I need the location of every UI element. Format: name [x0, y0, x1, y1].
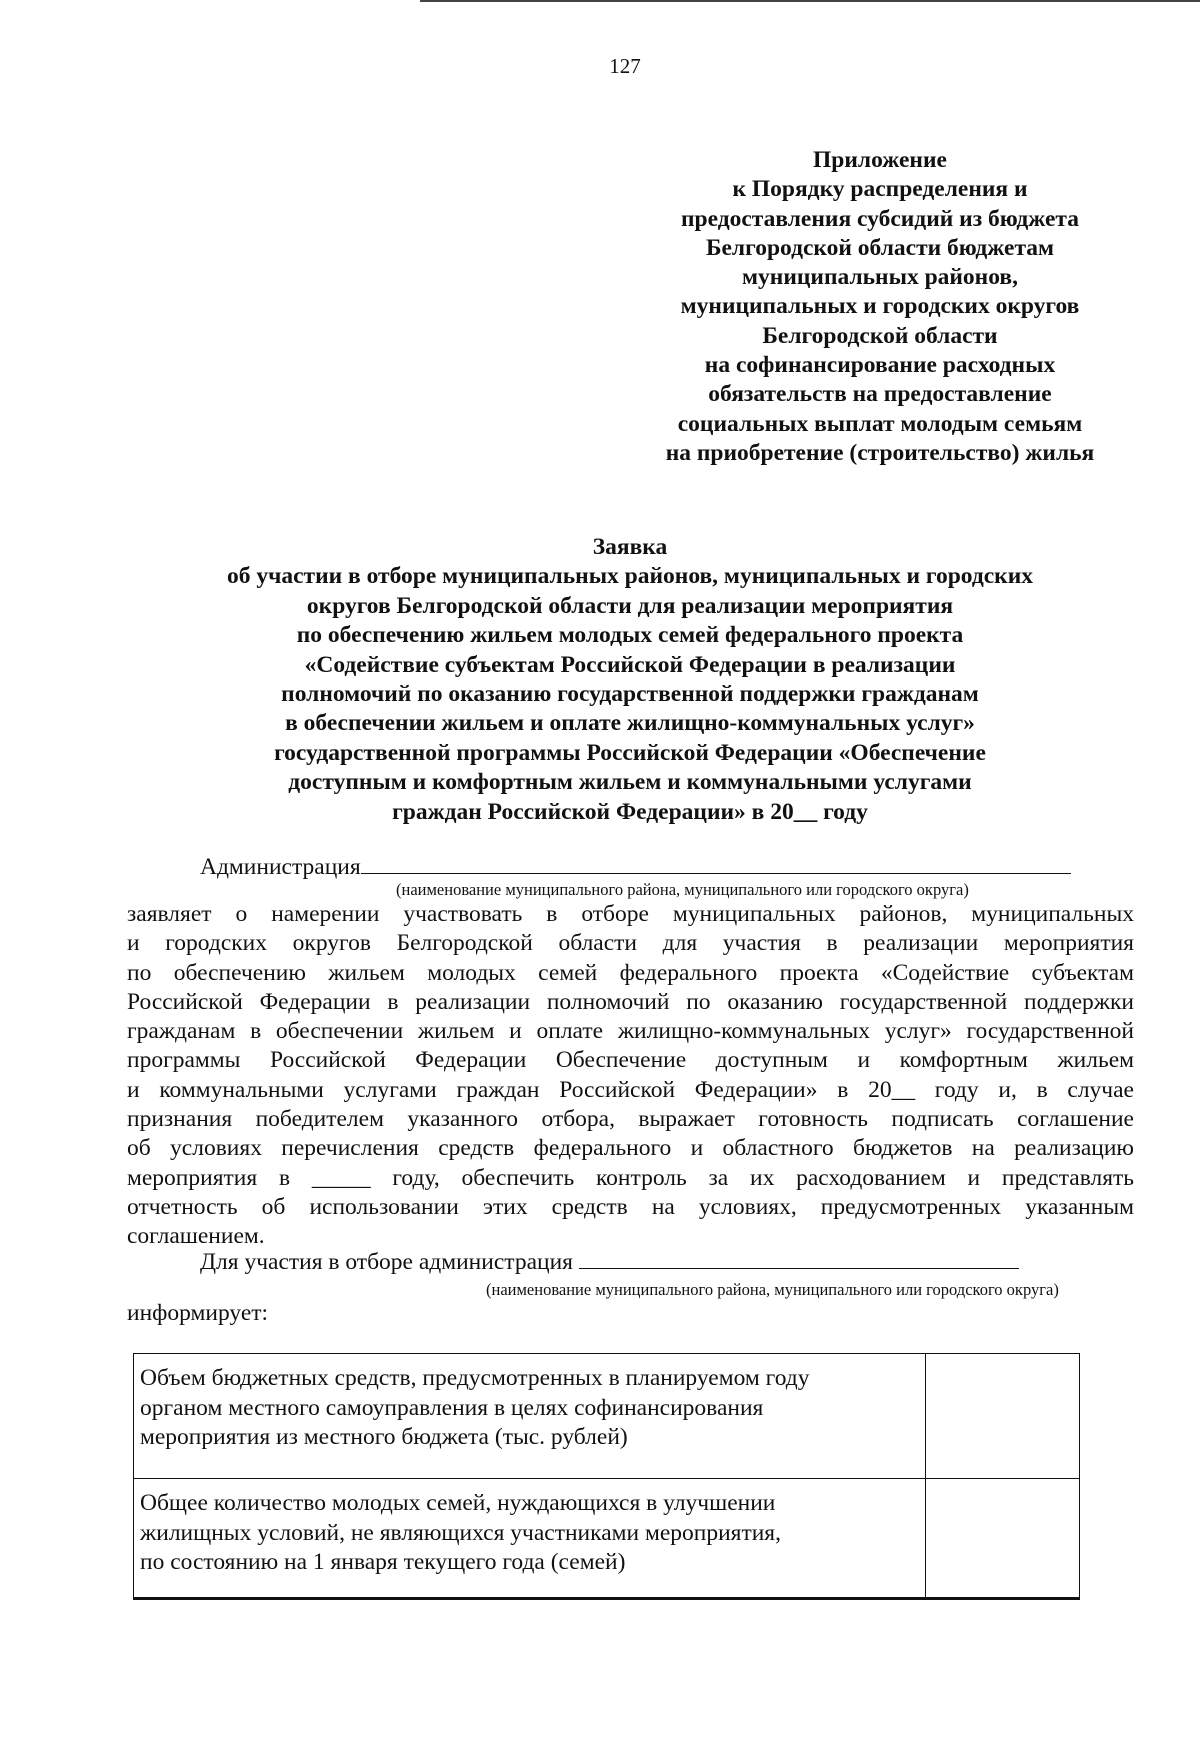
title-line: полномочий по оказанию государственной поддержки гражданам — [281, 681, 979, 708]
title-line: доступным и комфортным жильем и коммунальными услугами — [288, 769, 972, 796]
appendix-line: муниципальных районов, — [742, 264, 1018, 291]
administration-caption: (наименование муниципального района, муниципального или городского округа) — [396, 880, 969, 899]
cell-line: Общее количество молодых семей, нуждающихся в улучшении — [140, 1490, 776, 1516]
paragraph-line: и городских округов Белгородской области для участия в реализации мероприятия — [127, 930, 1134, 957]
title-line: округов Белгородской области для реализации мероприятия — [306, 592, 954, 619]
participation-line — [200, 1248, 1019, 1276]
document-title — [150, 533, 1110, 827]
appendix-line: Белгородской области — [762, 322, 998, 349]
appendix-line: на софинансирование расходных — [704, 352, 1056, 379]
title-line: по обеспечению жильем молодых семей федерального проекта — [296, 622, 964, 649]
informs-label: информирует: — [127, 1300, 269, 1326]
title-line: в обеспечении жильем и оплате жилищно-коммунальных услуг» — [285, 710, 975, 737]
families-count-value[interactable] — [925, 1479, 1079, 1599]
appendix-line: обязательств на предоставление — [708, 381, 1052, 408]
cell-line: мероприятия из местного бюджета (тыс. рублей) — [140, 1424, 628, 1450]
participation-caption: (наименование муниципального района, муниципального или городского округа) — [486, 1280, 1059, 1299]
administration-name-field[interactable] — [361, 853, 1071, 874]
title-line: Заявка — [592, 534, 668, 560]
families-count-label — [134, 1479, 926, 1599]
appendix-line: Приложение — [813, 147, 947, 173]
cell-line: органом местного самоуправления в целях софинансирования — [140, 1394, 764, 1421]
title-line: государственной программы Российской Федерации «Обеспечение — [274, 739, 986, 766]
appendix-line: социальных выплат молодым семьям — [677, 410, 1083, 437]
budget-volume-label — [134, 1354, 926, 1479]
paragraph-line: по обеспечению жильем молодых семей федерального проекта «Содействие субъектам — [127, 959, 1134, 986]
paragraph-line: признания победителем указанного отбора, выражает готовность подписать соглашение — [127, 1106, 1134, 1133]
paragraph-line: программы Российской Федерации Обеспечение доступным и комфортным жильем — [127, 1047, 1134, 1074]
cell-line: по состоянию на 1 января текущего года (семей) — [140, 1549, 626, 1575]
paragraph-line: соглашением. — [127, 1223, 265, 1250]
scan-edge-line — [420, 0, 1200, 2]
table-row — [134, 1479, 1080, 1599]
paragraph-line: и коммунальными услугами граждан Российской Федерации» в 20__ году и, в случае — [127, 1076, 1134, 1103]
table-row — [134, 1354, 1080, 1479]
cell-line: жилищных условий, не являющихся участниками мероприятия, — [140, 1519, 781, 1546]
budget-volume-value[interactable] — [925, 1354, 1079, 1479]
info-table — [133, 1353, 1080, 1600]
appendix-line: Белгородской области бюджетам — [705, 234, 1055, 261]
paragraph-line: гражданам в обеспечении жильем и оплате жилищно-коммунальных услуг» государственной — [127, 1018, 1134, 1045]
paragraph-line: заявляет о намерении участвовать в отборе муниципальных районов, муниципальных — [127, 901, 1134, 927]
appendix-line: муниципальных и городских округов — [680, 293, 1080, 320]
statement-paragraph — [127, 900, 1134, 1252]
administration-line — [200, 853, 1090, 881]
paragraph-line: Российской Федерации в реализации полномочий по оказанию государственной поддержки — [127, 988, 1134, 1015]
paragraph-line: об условиях перечисления средств федерального и областного бюджетов на реализацию — [127, 1135, 1134, 1162]
cell-line: Объем бюджетных средств, предусмотренных в планируемом году — [140, 1365, 810, 1391]
administration-label: Администрация — [200, 854, 361, 880]
title-line: «Содействие субъектам Российской Федерации в реализации — [304, 651, 956, 678]
participation-label: Для участия в отборе администрация — [200, 1249, 573, 1275]
title-line: граждан Российской Федерации» в 20__ году — [392, 798, 868, 825]
participation-name-field[interactable] — [579, 1248, 1019, 1269]
paragraph-line: отчетность об использовании этих средств на условиях, предусмотренных указанным — [127, 1193, 1134, 1220]
appendix-line: к Порядку распределения и — [732, 176, 1028, 203]
page-number: 127 — [609, 54, 641, 78]
appendix-header — [630, 146, 1130, 468]
title-line: об участии в отборе муниципальных районов, муниципальных и городских — [226, 563, 1034, 590]
appendix-line: предоставления субсидий из бюджета — [680, 205, 1080, 232]
paragraph-line: мероприятия в _____ году, обеспечить контроль за их расходованием и представлять — [127, 1164, 1134, 1191]
appendix-line: на приобретение (строительство) жилья — [665, 439, 1095, 466]
